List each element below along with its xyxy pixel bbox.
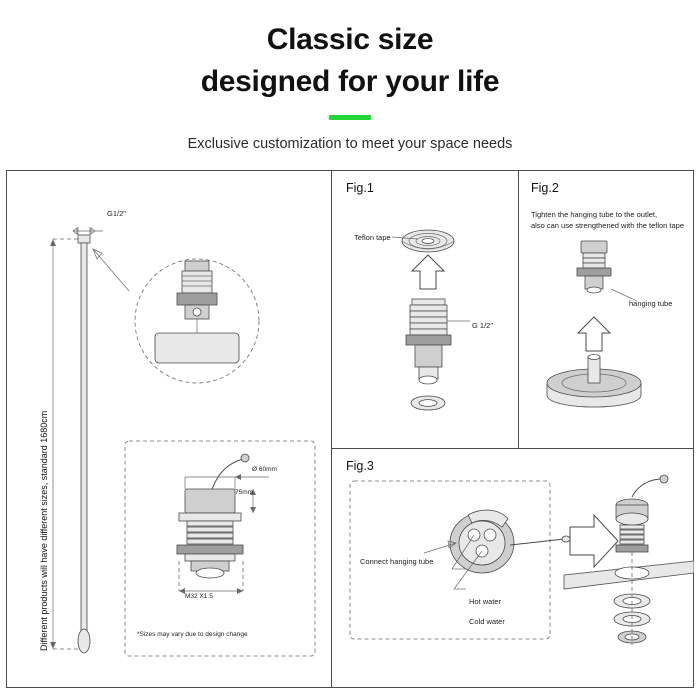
dimension-diameter-label: Ø 60mm: [252, 466, 277, 473]
header: [0, 0, 700, 168]
length-dimension: [50, 239, 79, 649]
diagram-frame: [6, 170, 694, 688]
fig1-threaded-nipple: [406, 299, 470, 384]
fig1-o-ring: [411, 396, 445, 410]
fig1-thread-label: G 1/2": [472, 321, 494, 330]
detail-box-bottom: [125, 441, 315, 656]
fig2-note-line-2: also can use strengthened with the teflon tape: [531, 221, 685, 230]
fig1-teflon-tape-label: Teflon tape: [354, 233, 391, 242]
fig2-label: Fig.2: [531, 181, 559, 195]
left-panel: [7, 171, 331, 687]
fig1-panel: [332, 171, 518, 448]
left-panel-vertical-caption: Different products will have different sizes, standard 1680cm: [39, 410, 49, 651]
fig3-panel: [332, 449, 694, 687]
shower-pipe: [73, 227, 103, 653]
fig3-right-arrow: [570, 515, 618, 567]
left-panel-drawing: [7, 171, 331, 687]
fig3-drawing: [332, 449, 694, 687]
teflon-tape-roll: [402, 230, 454, 252]
fig3-exploded-assembly: [564, 475, 694, 645]
fig1-drawing: [332, 171, 518, 448]
fig2-hanging-tube-label: hanging tube: [629, 299, 673, 308]
fig2-outlet-fitting: [577, 241, 637, 301]
fig2-up-arrow: [578, 317, 610, 351]
fig3-connect-label: Connect hanging tube: [360, 557, 434, 566]
page-title-line-1: Classic size: [266, 23, 434, 56]
fig2-note-line-1: Tighten the hanging tube to the outlet,: [531, 210, 658, 219]
fig2-drawing: [519, 171, 694, 448]
fig2-shower-base: [547, 355, 641, 408]
fig1-label: Fig.1: [346, 181, 374, 195]
fig3-cold-water-label: Cold water: [469, 617, 505, 626]
dimension-height-label: 75mm: [235, 489, 254, 496]
fig3-label: Fig.3: [346, 459, 374, 473]
page-title-line-2: designed for your life: [200, 65, 500, 98]
design-change-note: *Sizes may vary due to design change: [137, 631, 248, 638]
fig2-panel: [519, 171, 694, 448]
dimension-thread-label: M32 X1.5: [185, 593, 213, 600]
detail-circle-top: [135, 259, 259, 383]
fig3-hot-water-label: Hot water: [469, 597, 502, 606]
accent-divider: [329, 115, 371, 120]
page-subtitle: Exclusive customization to meet your space needs: [187, 136, 513, 152]
fig1-up-arrow: [412, 255, 444, 289]
fig3-dashed-box: [350, 481, 550, 639]
fig3-mixer-body: [424, 510, 570, 589]
thread-size-label: G1/2": [107, 209, 126, 218]
